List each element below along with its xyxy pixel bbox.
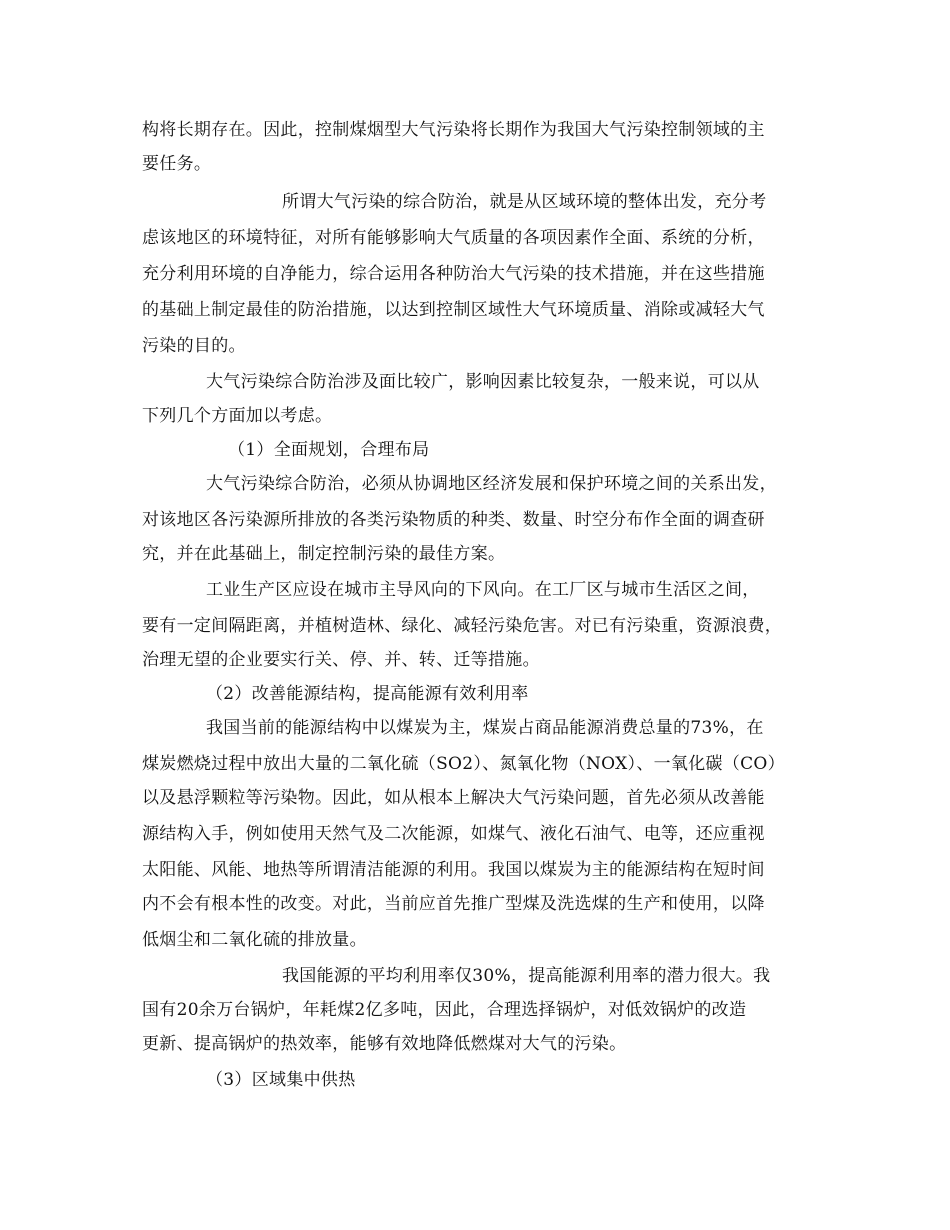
text-line: 我国当前的能源结构中以煤炭为主，煤炭占商品能源消费总量的73%，在 <box>206 718 764 738</box>
text-line: 治理无望的企业要实行关、停、并、转、迁等措施。 <box>142 650 540 670</box>
text-line: 对该地区各污染源所排放的各类污染物质的种类、数量、时空分布作全面的调查研 <box>142 510 765 530</box>
text-line: 所谓大气污染的综合防治，就是从区域环境的整体出发，充分考 <box>282 192 767 212</box>
text-line: 的基础上制定最佳的防治措施，以达到控制区域性大气环境质量、消除或减轻大气 <box>142 300 765 320</box>
text-line: 下列几个方面加以考虑。 <box>142 406 333 426</box>
text-line: 要任务。 <box>142 154 212 174</box>
text-line: 内不会有根本性的改变。对此，当前应首先推广型煤及洗选煤的生产和使用，以降 <box>142 894 765 914</box>
text-line: 太阳能、风能、地热等所谓清洁能源的利用。我国以煤炭为主的能源结构在短时间 <box>142 860 765 880</box>
text-line: 以及悬浮颗粒等污染物。因此，如从根本上解决大气污染问题，首先必须从改善能 <box>142 788 765 808</box>
text-line: 充分利用环境的自净能力，综合运用各种防治大气污染的技术措施，并在这些措施 <box>142 264 765 284</box>
text-line: 低烟尘和二氧化硫的排放量。 <box>142 930 367 950</box>
text-line: 虑该地区的环境特征，对所有能够影响大气质量的各项因素作全面、系统的分析， <box>142 228 765 248</box>
text-line: 污染的目的。 <box>142 336 246 356</box>
text-line: 煤炭燃烧过程中放出大量的二氧化硫（SO2）、氮氧化物（NOX）、一氧化碳（CO） <box>142 754 785 774</box>
text-line: 工业生产区应设在城市主导风向的下风向。在工厂区与城市生活区之间， <box>206 580 760 600</box>
section-heading: （2）改善能源结构，提高能源有效利用率 <box>206 684 529 704</box>
text-line: 构将长期存在。因此，控制煤烟型大气污染将长期作为我国大气污染控制领域的主 <box>142 120 765 140</box>
text-line: 源结构入手，例如使用天然气及二次能源，如煤气、液化石油气、电等，还应重视 <box>142 824 765 844</box>
text-line: 要有一定间隔距离，并植树造林、绿化、减轻污染危害。对已有污染重，资源浪费， <box>142 616 783 636</box>
text-line: 更新、提高锅炉的热效率，能够有效地降低燃煤对大气的污染。 <box>142 1034 627 1054</box>
text-line: 国有20余万台锅炉，年耗煤2亿多吨，因此，合理选择锅炉，对低效锅炉的改造 <box>142 1000 747 1020</box>
text-line: 我国能源的平均利用率仅30%，提高能源利用率的潜力很大。我 <box>282 966 771 986</box>
text-line: 究，并在此基础上，制定控制污染的最佳方案。 <box>142 544 506 564</box>
section-heading: （1）全面规划，合理布局 <box>228 440 430 460</box>
text-line: 大气污染综合防治，必须从协调地区经济发展和保护环境之间的关系出发， <box>206 474 777 494</box>
text-line: 大气污染综合防治涉及面比较广，影响因素比较复杂，一般来说，可以从 <box>206 372 760 392</box>
section-heading: （3）区域集中供热 <box>206 1070 356 1090</box>
